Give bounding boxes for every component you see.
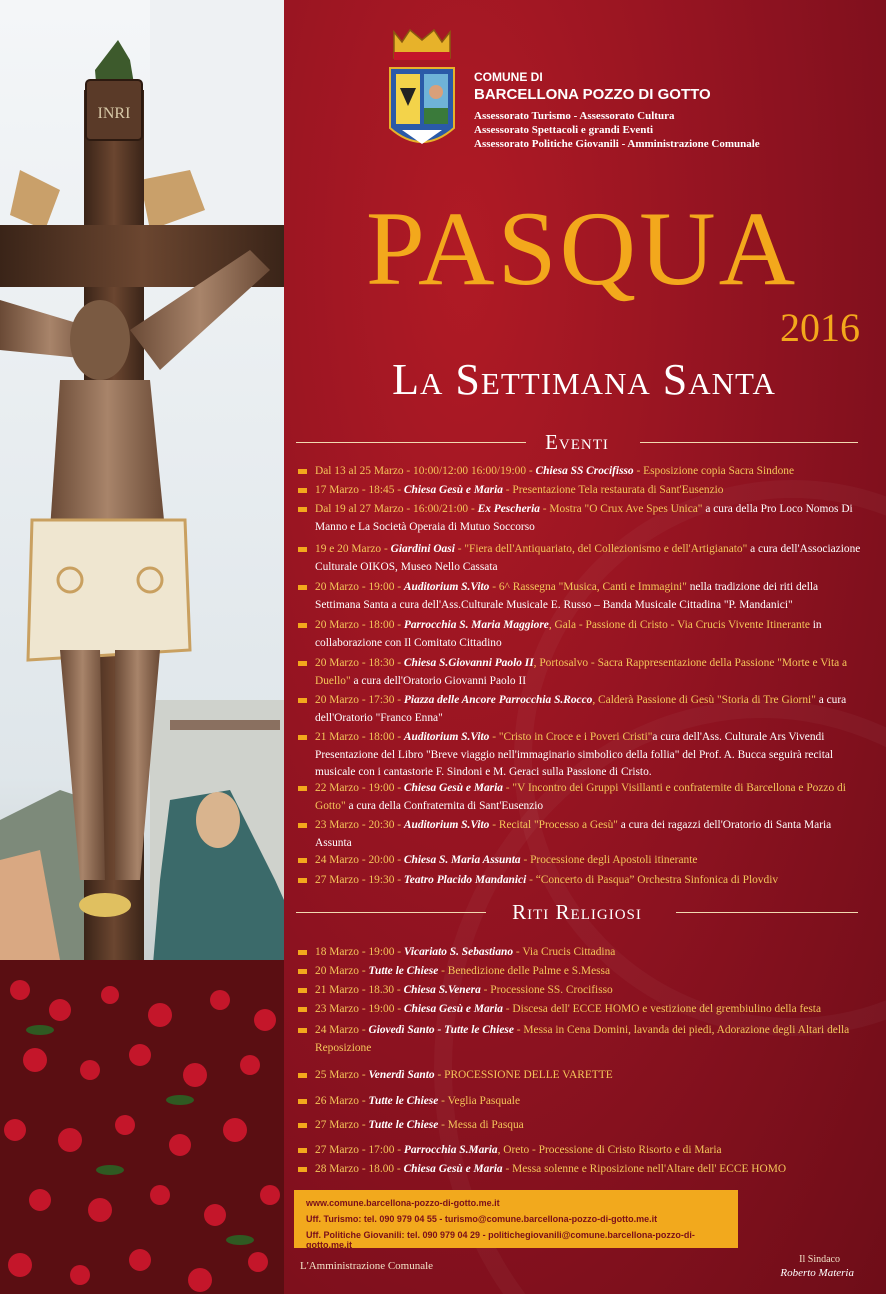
item-place: Ex Pescheria (477, 503, 540, 515)
item-title: - Processione degli Apostoli itinerante (520, 854, 698, 866)
item-note: a cura dei ragazzi dell'Oratorio di Santa Maria Assunta (315, 819, 832, 849)
item-date: 17 Marzo - 18:45 - (315, 484, 404, 496)
event-item (298, 872, 864, 890)
item-text (298, 692, 864, 727)
item-text (298, 617, 864, 652)
bullet-icon (298, 585, 307, 590)
item-note: a cura dell'Ass. Culturale Ars Vivendi Presentazione del Libro "Breve viaggio nell'immaginario simbolico della follia" del Prof. A. Bucca seguirà recital musicale con i cantastorie F. Sindoni e M. Geraci sulla Passione di Cristo. (315, 731, 834, 779)
page-subtitle: La Settimana Santa (392, 355, 776, 404)
item-text (298, 944, 864, 962)
item-place: Parrocchia S.Maria (403, 1144, 498, 1156)
bullet-icon (298, 698, 307, 703)
website-link[interactable]: www.comune.barcellona-pozzo-di-gotto.me.it (306, 1198, 500, 1208)
item-date: 21 Marzo - 18.30 - (315, 984, 404, 996)
section-title: Riti Religiosi (512, 900, 642, 924)
bullet-icon (298, 1167, 307, 1172)
item-place: Tutte le Chiese (368, 1119, 439, 1131)
section-title: Eventi (545, 430, 609, 454)
amministrazione-label: L'Amministrazione Comunale (300, 1260, 434, 1272)
section-header-riti (296, 900, 858, 924)
city-crest-icon (388, 28, 456, 156)
item-date: 21 Marzo - 18:00 - (315, 731, 404, 743)
bullet-icon (298, 878, 307, 883)
event-item (298, 852, 864, 870)
item-date: 24 Marzo - (315, 1024, 369, 1036)
bullet-icon (298, 547, 307, 552)
bullet-icon (298, 786, 307, 791)
item-title: - Messa di Pasqua (438, 1119, 524, 1131)
item-place: Teatro Placido Mandanici (403, 874, 527, 886)
item-place: Auditorium S.Vito (403, 581, 490, 593)
crucifix-photo (0, 0, 284, 1294)
event-item (298, 579, 864, 614)
item-title: - PROCESSIONE DELLE VARETTE (434, 1069, 613, 1081)
item-note: in collaborazione con Il Comitato Cittadino (315, 619, 822, 649)
section-header-eventi (296, 430, 858, 454)
item-date: 26 Marzo - (315, 1095, 369, 1107)
item-title: - "Cristo in Croce e i Poveri Cristi" (489, 731, 653, 743)
item-title: - Discesa dell' ECCE HOMO e vestizione del grembiulino della festa (502, 1003, 821, 1015)
item-text (298, 1142, 864, 1160)
item-place: Chiesa S. Maria Assunta (403, 854, 521, 866)
bullet-icon (298, 735, 307, 740)
item-place: Chiesa Gesù e Maria (403, 1003, 503, 1015)
year-label: 2016 (780, 305, 860, 350)
bullet-icon (298, 1073, 307, 1078)
item-title: - "V Incontro dei Gruppi Visillanti e confraternite di Barcellona e Pozzo di Gotto" (315, 782, 846, 812)
item-text (298, 655, 864, 690)
bullet-icon (298, 969, 307, 974)
item-title: - Processione SS. Crocifisso (480, 984, 613, 996)
bullet-icon (298, 1007, 307, 1012)
item-date: 27 Marzo - 19:30 - (315, 874, 404, 886)
turismo-contact[interactable]: Uff. Turismo: tel. 090 979 04 55 - turismo@comune.barcellona-pozzo-di-gotto.me.it (306, 1214, 658, 1224)
event-item (298, 482, 864, 500)
rito-item (298, 1001, 864, 1019)
bullet-icon (298, 858, 307, 863)
item-place: Auditorium S.Vito (403, 731, 490, 743)
item-date: 18 Marzo - 19:00 - (315, 946, 404, 958)
comune-di-label: COMUNE DI (474, 70, 543, 84)
rito-item (298, 944, 864, 962)
item-text (298, 1161, 864, 1179)
assessorato-line: Assessorato Turismo - Assessorato Cultura (474, 110, 675, 122)
item-title: - Messa solenne e Riposizione nell'Altare dell' ECCE HOMO (502, 1163, 787, 1175)
comune-name: BARCELLONA POZZO DI GOTTO (474, 86, 711, 103)
item-date: 20 Marzo - 19:00 - (315, 581, 404, 593)
item-place: Giovedì Santo - Tutte le Chiese (368, 1024, 514, 1036)
item-date: 27 Marzo - (315, 1119, 369, 1131)
bullet-icon (298, 1028, 307, 1033)
item-text (298, 579, 864, 614)
item-place: Chiesa Gesù e Maria (403, 484, 503, 496)
item-note: a cura dell'Associazione Culturale OIKOS, Museo Nello Cassata (315, 543, 861, 573)
item-text (298, 541, 864, 576)
item-place: Parrocchia S. Maria Maggiore (403, 619, 549, 631)
bullet-icon (298, 988, 307, 993)
item-text (298, 1001, 864, 1019)
rito-item (298, 1067, 864, 1085)
rito-item (298, 1117, 864, 1135)
item-text (298, 872, 864, 890)
item-title: - Recital "Processo a Gesù" (489, 819, 618, 831)
bullet-icon (298, 488, 307, 493)
item-date: 20 Marzo - 18:00 - (315, 619, 404, 631)
item-title: - Benedizione delle Palme e S.Messa (438, 965, 611, 977)
politiche-giovanili-contact[interactable]: Uff. Politiche Giovanili: tel. 090 979 04 29 - politichegiovanili@comune.barcellona-pozzo-di-gotto.me.it (306, 1230, 695, 1250)
item-title: - Via Crucis Cittadina (513, 946, 616, 958)
item-date: Dal 19 al 27 Marzo - 16:00/21:00 - (315, 503, 478, 515)
item-place: Chiesa Gesù e Maria (403, 1163, 503, 1175)
event-item (298, 692, 864, 727)
item-place: Piazza delle Ancore Parrocchia S.Rocco (403, 694, 593, 706)
inri-label: INRI (97, 105, 131, 122)
item-title: - Esposizione copia Sacra Sindone (633, 465, 795, 477)
item-place: Giardini Oasi (390, 543, 455, 555)
item-note: a cura dell'Oratorio "Franco Enna" (315, 694, 847, 724)
event-item (298, 655, 864, 690)
program-panel (284, 0, 886, 1294)
rito-item (298, 1022, 864, 1057)
item-title: - Presentazione Tela restaurata di Sant'Eusenzio (502, 484, 724, 496)
sindaco-label: Il Sindaco (799, 1254, 840, 1265)
item-place: Chiesa S.Venera (403, 984, 481, 996)
item-date: 24 Marzo - 20:00 - (315, 854, 404, 866)
item-date: 20 Marzo - (315, 965, 369, 977)
item-note: a cura della Confraternita di Sant'Eusenzio (345, 799, 544, 812)
item-title: , Gala - Passione di Cristo - Via Crucis Vivente Itinerante (548, 619, 810, 631)
item-date: Dal 13 al 25 Marzo - 10:00/12:00 16:00/19:00 - (315, 465, 536, 477)
item-date: 28 Marzo - 18.00 - (315, 1163, 404, 1175)
bullet-icon (298, 507, 307, 512)
item-title: - Messa in Cena Domini, lavanda dei piedi, Adorazione degli Altari della Reposizione (315, 1024, 850, 1054)
item-date: 22 Marzo - 19:00 - (315, 782, 404, 794)
item-title: - Mostra "O Crux Ave Spes Unica" (539, 503, 703, 515)
item-place: Auditorium S.Vito (403, 819, 490, 831)
event-item (298, 617, 864, 652)
item-title: , Oreto - Processione di Cristo Risorto e di Maria (497, 1144, 722, 1156)
item-text (298, 463, 864, 481)
item-text (298, 1022, 864, 1057)
item-title: - “Concerto di Pasqua” Orchestra Sinfonica di Plovdiv (526, 874, 779, 886)
rito-item (298, 963, 864, 981)
item-place: Chiesa SS Crocifisso (535, 465, 634, 477)
bullet-icon (298, 1148, 307, 1153)
item-title: , Calderà Passione di Gesù "Storia di Tre Giorni" (592, 694, 816, 706)
item-note: a cura della Pro Loco Nomos Di Manno e La Società Operaia di Mutuo Soccorso (315, 503, 853, 533)
page-title: PASQUA (365, 190, 799, 307)
rito-item (298, 1093, 864, 1111)
item-date: 27 Marzo - 17:00 - (315, 1144, 404, 1156)
bullet-icon (298, 469, 307, 474)
item-text (298, 817, 864, 852)
sindaco-name: Roberto Materia (780, 1267, 854, 1279)
item-text (298, 482, 864, 500)
item-place: Tutte le Chiese (368, 965, 439, 977)
rito-item (298, 982, 864, 1000)
item-title: - Veglia Pasquale (438, 1095, 521, 1107)
bullet-icon (298, 1099, 307, 1104)
bullet-icon (298, 1123, 307, 1128)
bullet-icon (298, 661, 307, 666)
bullet-icon (298, 823, 307, 828)
item-text (298, 1117, 864, 1135)
event-item (298, 780, 864, 815)
event-item (298, 463, 864, 481)
item-date: 25 Marzo - (315, 1069, 369, 1081)
item-place: Vicariato S. Sebastiano (403, 946, 514, 958)
item-place: Venerdì Santo (368, 1069, 435, 1081)
item-text (298, 1093, 864, 1111)
item-text (298, 982, 864, 1000)
item-place: Tutte le Chiese (368, 1095, 439, 1107)
item-date: 23 Marzo - 20:30 - (315, 819, 404, 831)
bullet-icon (298, 623, 307, 628)
item-text (298, 852, 864, 870)
item-text (298, 729, 864, 782)
item-text (298, 501, 864, 536)
event-item (298, 501, 864, 536)
item-date: 23 Marzo - 19:00 - (315, 1003, 404, 1015)
rito-item (298, 1142, 864, 1160)
item-place: Chiesa Gesù e Maria (403, 782, 503, 794)
event-item (298, 541, 864, 576)
item-title: - "Fiera dell'Antiquariato, del Collezionismo e dell'Artigianato" (454, 543, 748, 555)
item-text (298, 963, 864, 981)
item-date: 19 e 20 Marzo - (315, 543, 391, 555)
contact-box (294, 1190, 738, 1248)
item-text (298, 1067, 864, 1085)
item-note: a cura dell'Oratorio Giovanni Paolo II (350, 674, 527, 687)
item-place: Chiesa S.Giovanni Paolo II (403, 657, 534, 669)
item-text (298, 780, 864, 815)
event-item (298, 729, 864, 782)
item-date: 20 Marzo - 18:30 - (315, 657, 404, 669)
rito-item (298, 1161, 864, 1179)
item-note: nella tradizione dei riti della Settimana Santa a cura dell'Ass.Culturale Musicale E. Russo – Banda Musicale Cittadina "P. Mandanici" (315, 581, 819, 611)
assessorato-line: Assessorato Spettacoli e grandi Eventi (474, 124, 654, 136)
assessorato-line: Assessorato Politiche Giovanili - Amministrazione Comunale (474, 138, 760, 150)
item-title: - 6^ Rassegna "Musica, Canti e Immagini" (489, 581, 687, 593)
event-item (298, 817, 864, 852)
bullet-icon (298, 950, 307, 955)
item-date: 20 Marzo - 17:30 - (315, 694, 404, 706)
item-title: , Portosalvo - Sacra Rappresentazione della Passione "Morte e Vita a Duello" (315, 657, 848, 687)
